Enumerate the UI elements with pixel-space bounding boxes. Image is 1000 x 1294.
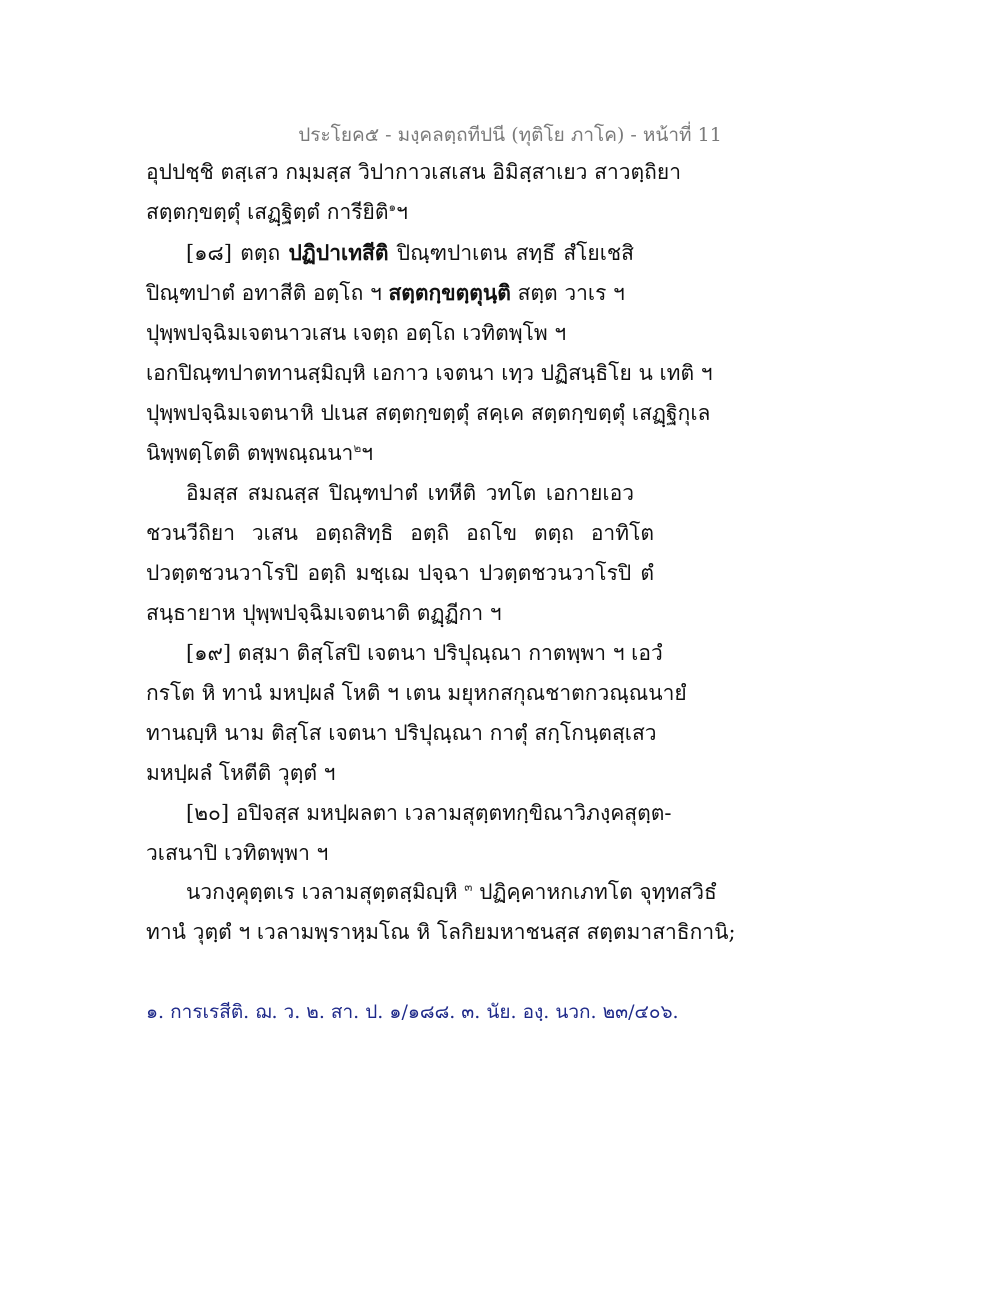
page-header-text: ประโยค๕ - มงฺคลตฺถทีปนี (ทุติโย ภาโค) - หน้าที่ 11 <box>298 124 722 146</box>
text-line: อุปปชฺชิ ตสฺเสว กมฺมสฺส วิปากาวเสเสน อิมิสฺสาเยว สาวตฺถิยา <box>146 160 681 184</box>
bold-term: สตฺตกฺขตฺตุนฺติ <box>388 280 511 305</box>
text-line: ทานญฺหิ นาม ติสฺโส เจตนา ปริปุณฺณา กาตุํ สกฺโกนฺตสฺเสว <box>146 721 657 745</box>
text-line <box>186 877 717 910</box>
text-line: ปวตฺตชวนวาโรปิ อตฺถิ มชฺเฌ ปจฺฉา ปวตฺตชวนวาโรปิ ตํ <box>146 561 654 585</box>
text-line: เอกปิณฺฑปาตทานสฺมิญฺหิ เอกาว เจตนา เทฺว ปฏิสนฺธิโย น เทติ ฯ <box>146 361 713 385</box>
text-segment: ฯ <box>396 200 408 224</box>
text-segment: นวกงฺคุตฺตเร เวลามสุตฺตสฺมิญฺหิ <box>186 880 465 904</box>
text-line: มหปฺผลํ โหตีติ วุตฺตํ ฯ <box>146 761 336 785</box>
footnote-ref: ๓ <box>464 880 473 894</box>
text-segment: ฯ <box>361 441 374 465</box>
text-line: อิมสฺส สมณสฺส ปิณฺฑปาตํ เทหีติ วทโต เอกายเอว <box>186 481 634 505</box>
text-line: ปุพฺพปจฺฉิมเจตนาหิ ปเนส สตฺตกฺขตฺตุํ สคฺเค สตฺตกฺขตฺตุํ เสฏฺฐิกุเล <box>146 401 711 425</box>
text-line: ปุพฺพปจฺฉิมเจตนาวเสน เจตฺถ อตฺโถ เวทิตพฺโพ ฯ <box>146 321 567 345</box>
text-line <box>146 197 408 230</box>
text-segment: ปิณฺฑปาตํ อทาสีติ อตฺโถ ฯ <box>146 281 389 305</box>
text-line <box>146 278 625 308</box>
footnote-ref: ๒ <box>353 441 362 455</box>
page-header <box>0 121 1000 149</box>
footnote-ref: ๑ <box>388 200 397 214</box>
text-line <box>146 438 373 471</box>
text-line: [๑๙] ตสฺมา ติสฺโสปิ เจตนา ปริปุณฺณา กาตพฺพา ฯ เอวํ <box>186 641 663 665</box>
text-segment: ปฏิคฺคาหกเภทโต จุทฺทสวิธํ <box>472 880 717 904</box>
text-line: ชวนวีถิยา วเสน อตฺถสิทฺธิ อตฺถิ อถโข ตตฺถ อาทิโต <box>146 521 654 545</box>
text-segment: ปิณฺฑปาเตน สทฺธึ สํโยเชสิ <box>388 241 634 265</box>
text-line: ทานํ วุตฺตํ ฯ เวลามพฺราหฺมโณ หิ โลกิยมหาชนสฺส สตฺตมาสาธิกานิ; <box>146 920 736 944</box>
text-segment: [๑๘] ตตฺถ <box>186 241 289 265</box>
text-line <box>186 238 634 268</box>
footnote: ๑. การเรสีติ. ฌ. ว. ๒. สา. ป. ๑/๑๘๘. ๓. นัย. องฺ. นวก. ๒๓/๔๐๖. <box>146 1001 679 1023</box>
text-line: [๒๐] อปิจสฺส มหปฺผลตา เวลามสุตฺตทกฺขิณาวิภงฺคสุตฺต- <box>186 801 672 825</box>
bold-term: ปฏิปาเทสีติ <box>288 240 389 265</box>
text-segment: นิพฺพตฺโตติ ตพฺพณฺณนา <box>146 441 354 465</box>
text-segment: สตฺต วาเร ฯ <box>510 281 625 305</box>
text-line: กรโต หิ ทานํ มหปฺผลํ โหติ ฯ เตน มยุหกสกุณชาตกวณฺณนายํ <box>146 681 687 705</box>
text-line: วเสนาปิ เวทิตพฺพา ฯ <box>146 841 329 865</box>
text-segment: สตฺตกฺขตฺตุํ เสฏฺฐิตฺตํ การียิติ <box>146 200 389 224</box>
text-line: สนฺธายาห ปุพฺพปจฺฉิมเจตนาติ ตฏฺฏีกา ฯ <box>146 601 502 625</box>
